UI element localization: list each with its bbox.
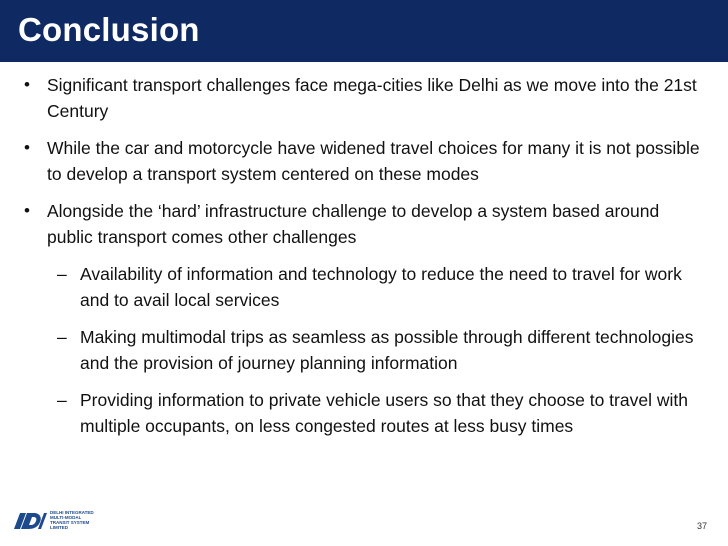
page-number: 37 [696, 521, 707, 531]
dimts-logo-icon [12, 509, 48, 533]
bullet-item [0, 72, 728, 124]
sub-bullet-item [0, 387, 728, 439]
sub-bullet-text: Making multimodal trips as seamless as possible through different technologies and the provision of journey planning information [80, 327, 694, 373]
bullet-item [0, 198, 728, 250]
sub-bullet-item [0, 261, 728, 313]
bullet-mark: • [24, 201, 30, 220]
sub-bullet-item [0, 324, 728, 376]
bullet-text: While the car and motorcycle have widened travel choices for many it is not possible to develop a transport system centered on these modes [47, 138, 700, 184]
sub-bullet-mark: – [57, 327, 67, 347]
bullet-text: Alongside the ‘hard’ infrastructure challenge to develop a system based around public transport comes other challenges [47, 201, 660, 247]
sub-bullet-mark: – [57, 390, 67, 410]
bullet-mark: • [24, 138, 30, 157]
logo-text [50, 510, 106, 530]
slide-title: Conclusion [18, 11, 200, 48]
company-logo [12, 506, 102, 536]
title-bar [0, 0, 728, 62]
bullet-text: Significant transport challenges face mega-cities like Delhi as we move into the 21st Century [47, 75, 697, 121]
sub-bullet-text: Providing information to private vehicle users so that they choose to travel with multiple occupants, on less congested routes at less busy times [80, 390, 688, 436]
logo-line: DELHI INTEGRATED [50, 510, 94, 515]
logo-line: TRANSIT SYSTEM [50, 520, 90, 525]
bullet-mark: • [24, 75, 30, 94]
bullet-item [0, 135, 728, 187]
logo-line: LIMITED [50, 525, 68, 530]
logo-line: MULTI-MODAL [50, 515, 82, 520]
slide-content [0, 72, 728, 450]
sub-bullet-text: Availability of information and technology to reduce the need to travel for work and to avail local services [80, 264, 682, 310]
sub-bullet-mark: – [57, 264, 67, 284]
